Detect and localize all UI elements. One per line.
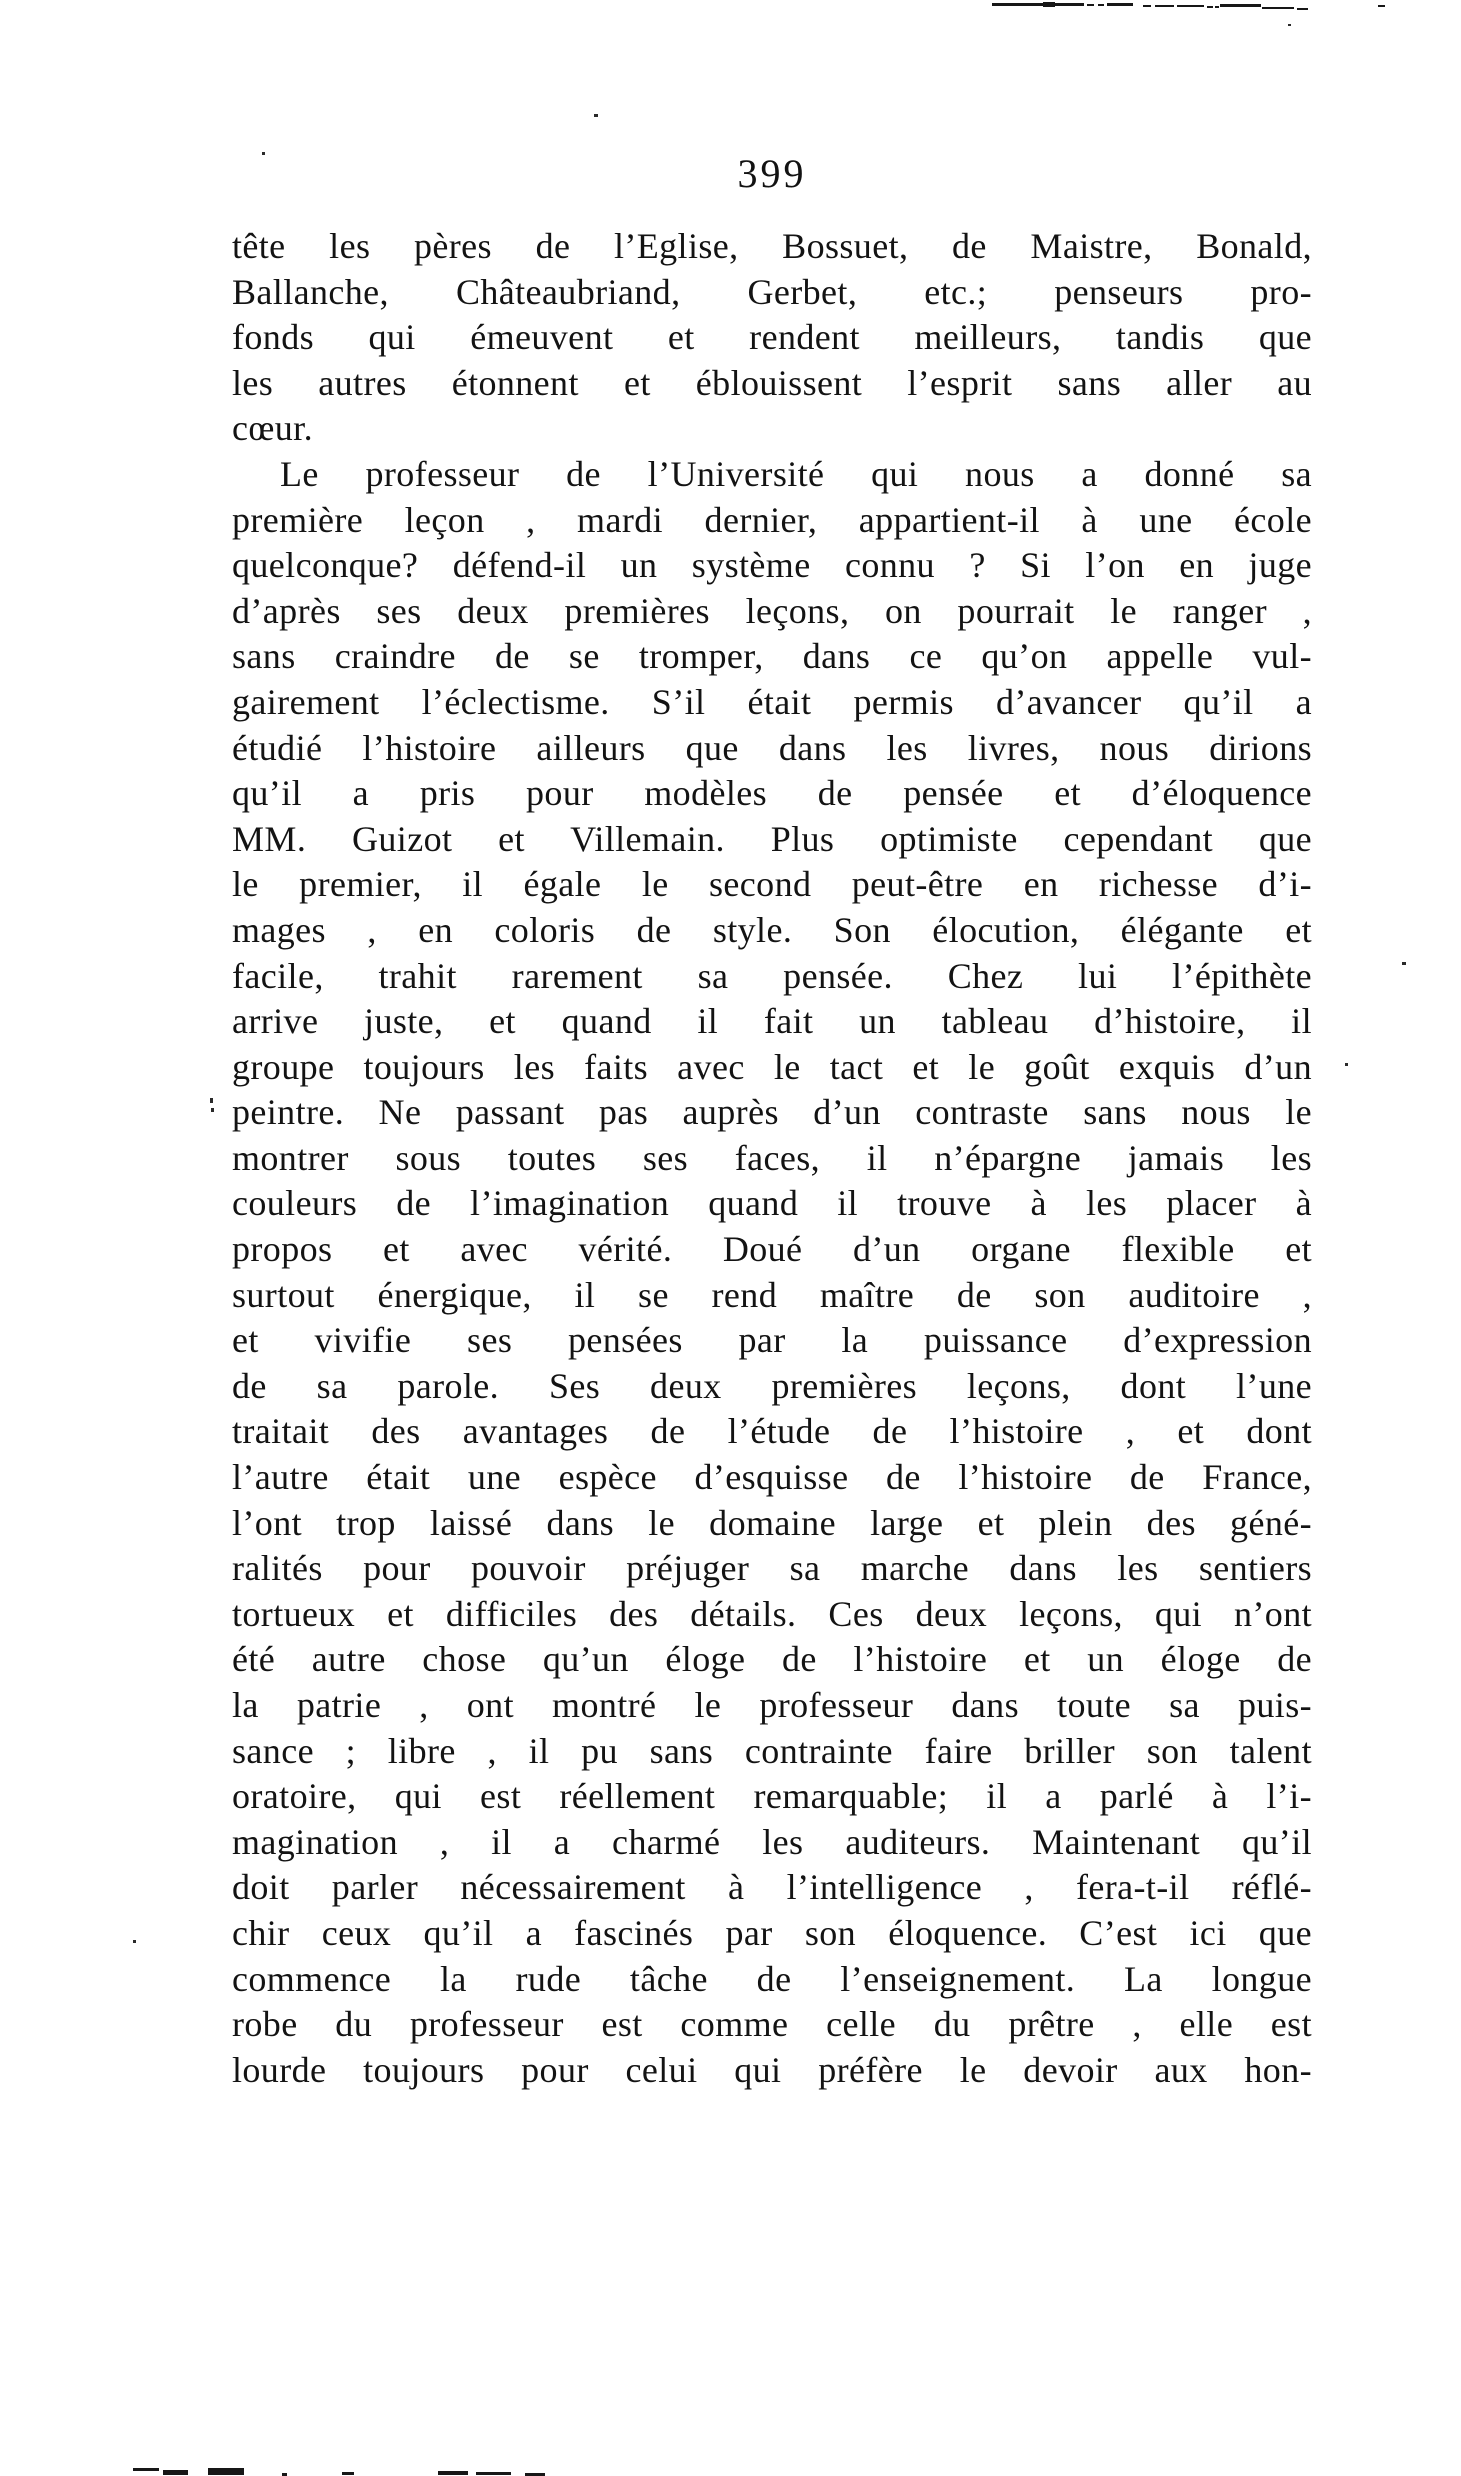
text-line: fonds qui émeuvent et rendent meilleurs, tandis que (232, 317, 1312, 358)
text-line: le premier, il égale le second peut-être en richesse d’i- (232, 864, 1312, 905)
scan-edge-line (1107, 3, 1133, 6)
scan-bottom-remnant (342, 2472, 354, 2475)
text-line: traitait des avantages de l’étude de l’histoire , et dont (232, 1411, 1312, 1452)
text-line: couleurs de l’imagination quand il trouve à les placer à (232, 1183, 1312, 1224)
scan-bottom-remnant (208, 2468, 244, 2475)
text-line: doit parler nécessairement à l’intelligence , fera-t-il réflé- (232, 1867, 1312, 1908)
text-line: cœur. (232, 408, 313, 449)
text-line: tortueux et difficiles des détails. Ces deux leçons, qui n’ont (232, 1593, 1312, 1634)
text-line: propos et avec vérité. Doué d’un organe flexible et (232, 1229, 1312, 1270)
text-line: montrer sous toutes ses faces, il n’épargne jamais les (232, 1137, 1312, 1178)
text-block (232, 224, 1312, 2093)
text-line: gairement l’éclectisme. S’il était permis d’avancer qu’il a (232, 681, 1312, 722)
text-line: Le professeur de l’Université qui nous a donné sa (280, 453, 1312, 494)
scan-noise-dot (594, 114, 598, 117)
text-line: première leçon , mardi dernier, appartient-il à une école (232, 499, 1312, 540)
text-line: robe du professeur est comme celle du prêtre , elle est (232, 2004, 1312, 2045)
text-line: étudié l’histoire ailleurs que dans les livres, nous dirions (232, 727, 1312, 768)
text-line: lourde toujours pour celui qui préfère le devoir aux hon- (232, 2049, 1312, 2090)
page-number: 399 (737, 151, 807, 196)
scan-edge-line (1207, 6, 1213, 8)
text-line: magination , il a charmé les auditeurs. Maintenant qu’il (232, 1821, 1312, 1862)
text-line: la patrie , ont montré le professeur dans toute sa puis- (232, 1685, 1312, 1725)
text-line: peintre. Ne passant pas auprès d’un contraste sans nous le (232, 1092, 1312, 1133)
scan-noise-dot (1345, 1063, 1348, 1066)
text-line: sance ; libre , il pu sans contrainte faire briller son talent (232, 1730, 1312, 1771)
text-line: et vivifie ses pensées par la puissance d’expression (232, 1320, 1312, 1361)
scan-edge-line (1215, 6, 1219, 8)
text-line: ralités pour pouvoir préjuger sa marche dans les sentiers (232, 1548, 1312, 1589)
text-line: d’après ses deux premières leçons, on pourrait le ranger , (232, 590, 1312, 631)
text-line: qu’il a pris pour modèles de pensée et d’éloquence (232, 773, 1312, 814)
text-line: tête les pères de l’Eglise, Bossuet, de Maistre, Bonald, (232, 226, 1312, 266)
text-line: quelconque? défend-il un système connu ? Si l’on en juge (232, 545, 1312, 586)
text-line: oratoire, qui est réellement remarquable; il a parlé à l’i- (232, 1776, 1312, 1817)
text-line: commence la rude tâche de l’enseignement. La longue (232, 1958, 1312, 1999)
scan-edge-line (1220, 4, 1261, 7)
text-line: mages , en coloris de style. Son élocution, élégante et (232, 909, 1312, 950)
scan-noise-dot (262, 152, 265, 155)
text-line: l’autre était une espèce d’esquisse de l’histoire de France, (232, 1457, 1312, 1498)
text-line: les autres étonnent et éblouissent l’esprit sans aller au (232, 362, 1312, 403)
text-line: arrive juste, et quand il fait un tableau d’histoire, il (232, 1001, 1312, 1042)
text-line: de sa parole. Ses deux premières leçons, dont l’une (232, 1365, 1312, 1406)
scan-edge-line (1155, 5, 1174, 7)
text-line: surtout énergique, il se rend maître de son auditoire , (232, 1274, 1312, 1315)
paragraph-1 (232, 224, 1312, 452)
scan-edge-line (1378, 5, 1385, 7)
scan-bottom-remnant (163, 2470, 188, 2475)
text-line: MM. Guizot et Villemain. Plus optimiste cependant que (232, 818, 1312, 859)
text-line: été autre chose qu’un éloge de l’histoire et un éloge de (232, 1639, 1312, 1680)
scan-noise-dot (211, 1108, 214, 1112)
scan-edge-line (1043, 2, 1055, 7)
scan-noise-dot (210, 1098, 213, 1103)
text-line: Ballanche, Châteaubriand, Gerbet, etc.; penseurs pro- (232, 271, 1312, 312)
paragraph-2 (232, 452, 1312, 2093)
scan-noise-dot (1402, 962, 1406, 965)
text-line: sans craindre de se tromper, dans ce qu’on appelle vul- (232, 636, 1312, 677)
text-line: facile, trahit rarement sa pensée. Chez lui l’épithète (232, 955, 1312, 996)
scan-edge-line (1262, 7, 1294, 9)
scan-edge-line (1098, 4, 1104, 6)
text-line: groupe toujours les faits avec le tact et le goût exquis d’un (232, 1046, 1312, 1087)
scan-bottom-remnant (476, 2472, 511, 2475)
scan-bottom-remnant (133, 2468, 159, 2471)
scan-edge-line (1143, 5, 1151, 7)
text-line: chir ceux qu’il a fascinés par son éloquence. C’est ici que (232, 1912, 1312, 1953)
scan-edge-line (1177, 5, 1204, 7)
scan-edge-line (992, 3, 1084, 6)
scan-edge-line (1087, 4, 1094, 6)
scan-noise-dot (133, 1940, 136, 1943)
scan-edge-line (1297, 8, 1308, 10)
scan-bottom-remnant (438, 2471, 468, 2475)
text-line: l’ont trop laissé dans le domaine large et plein des géné- (232, 1502, 1312, 1543)
scan-noise-dot (1288, 24, 1291, 26)
